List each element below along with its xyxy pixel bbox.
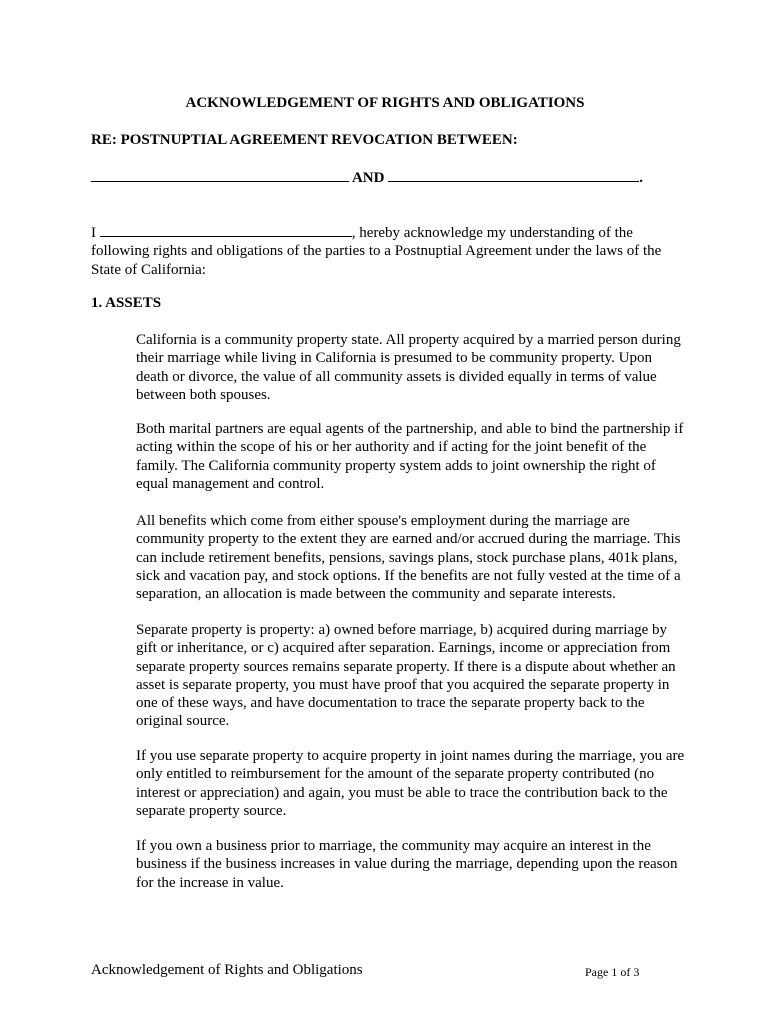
page-number: Page 1 of 3 (585, 965, 640, 979)
party-two-blank[interactable] (388, 167, 639, 182)
re-line: RE: POSTNUPTIAL AGREEMENT REVOCATION BETWEEN: (91, 132, 518, 148)
assets-paragraph: Separate property is property: a) owned before marriage, b) acquired during marriage by gift or inheritance, or c) acquired after separation. Earnings, income or appreciation from separate property sources remains separate property. If there is a dispute about whether an asset is separate property, you must have proof that you acquired the separate property in one of these ways, and have documentation to trace the separate property back to the original source. (136, 622, 676, 730)
intro-paragraph (91, 222, 681, 279)
assets-paragraph: If you use separate property to acquire property in joint names during the marriage, you are only entitled to reimbursement for the amount of the separate property contributed (no interest or appreciation) and again, you must be able to trace the contribution back to the separate property source. (136, 748, 685, 819)
acknowledger-name-blank[interactable] (100, 222, 352, 237)
assets-paragraph: If you own a business prior to marriage, the community may acquire an interest in the business if the business increases in value during the marriage, depending upon the reason for the increase in value. (136, 838, 678, 891)
document-title: ACKNOWLEDGEMENT OF RIGHTS AND OBLIGATIONS (185, 95, 585, 111)
assets-paragraph: Both marital partners are equal agents of the partnership, and able to bind the partnership if acting within the scope of his or her authority and if acting for the joint benefit of the family. The California community property system adds to joint ownership the right of equal management and control. (136, 421, 684, 492)
end-punct: . (639, 170, 643, 186)
intro-prefix: I (91, 225, 96, 241)
section-heading-assets: 1. ASSETS (91, 295, 162, 311)
party-one-blank[interactable] (91, 167, 349, 182)
assets-paragraph: California is a community property state. All property acquired by a married person during their marriage while living in California is presumed to be community property. Upon death or divorce, the value of all community assets is divided equally in terms of value between both spouses. (136, 332, 681, 403)
parties-line (91, 167, 643, 187)
intro-text: , hereby acknowledge my understanding of the following rights and obligations of the parties to a Postnuptial Agreement under the laws of the State of California: (91, 225, 662, 278)
and-label: AND (351, 170, 385, 186)
assets-paragraph: All benefits which come from either spouse's employment during the marriage are community property to the extent they are earned and/or accrued during the marriage. This can include retirement benefits, pensions, savings plans, stock purchase plans, 401k plans, sick and vacation pay, and stock options. If the benefits are not fully vested at the time of a separation, an allocation is made between the community and separate interests. (136, 513, 681, 603)
footer-title: Acknowledgement of Rights and Obligations (91, 962, 363, 978)
